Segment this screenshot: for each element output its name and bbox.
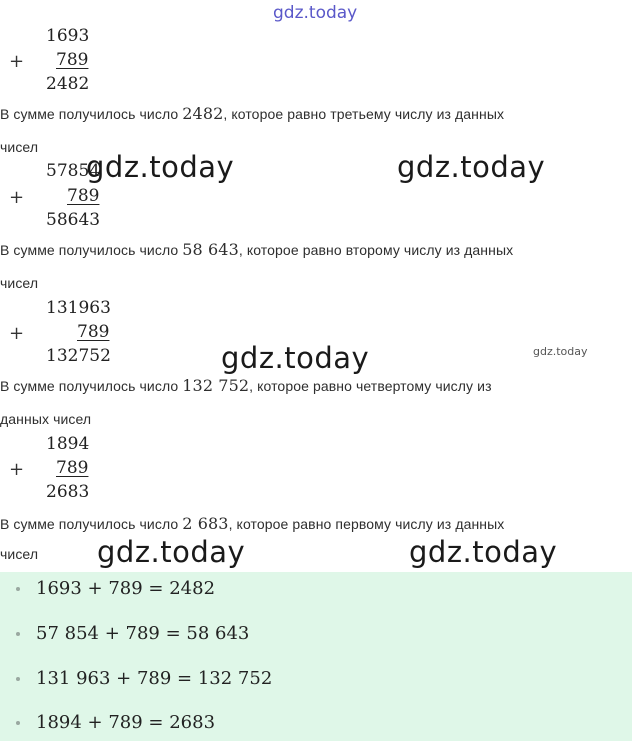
- bullet-icon: [16, 677, 20, 681]
- plus-sign: +: [9, 323, 25, 344]
- bullet-icon: [16, 632, 20, 636]
- watermark: gdz.today: [86, 150, 235, 184]
- bullet-icon: [16, 587, 20, 591]
- sum: 132752: [46, 346, 111, 366]
- watermark: gdz.today: [397, 150, 546, 184]
- bullet-icon: [16, 721, 20, 725]
- addend-2: 789: [67, 186, 100, 206]
- addend-1: 131963: [46, 298, 111, 318]
- explanation-line: В сумме получилось число 2 683, которое равно первому числу из данных: [0, 514, 505, 533]
- explanation-wrap: чисел: [0, 139, 39, 155]
- sum-value: 132 752: [182, 376, 250, 395]
- watermark: gdz.today: [409, 535, 558, 569]
- watermark-top: gdz.today: [273, 3, 358, 23]
- explanation-line: В сумме получилось число 2482, которое равно третьему числу из данных: [0, 104, 505, 123]
- sum: 58643: [46, 210, 101, 230]
- answer-panel: [0, 572, 632, 741]
- sum-value: 2482: [182, 104, 224, 123]
- addend-2: 789: [77, 322, 110, 342]
- answer-equation: 131 963 + 789 = 132 752: [36, 668, 273, 689]
- sum: 2482: [46, 74, 90, 94]
- sum-value: 58 643: [182, 240, 239, 259]
- explanation-line: В сумме получилось число 132 752, которое равно четвертому числу из: [0, 376, 492, 395]
- answer-equation: 1894 + 789 = 2683: [36, 712, 216, 733]
- addend-2: 789: [56, 458, 89, 478]
- explanation-line: В сумме получилось число 58 643, которое равно второму числу из данных: [0, 240, 514, 259]
- addend-1: 1693: [46, 26, 90, 46]
- plus-sign: +: [9, 459, 25, 480]
- explanation-wrap: чисел: [0, 275, 39, 291]
- watermark: gdz.today: [221, 341, 370, 375]
- explanation-wrap: данных чисел: [0, 411, 92, 427]
- sum-value: 2 683: [182, 514, 229, 533]
- answer-equation: 1693 + 789 = 2482: [36, 578, 216, 599]
- addend-1: 1894: [46, 434, 90, 454]
- sum: 2683: [46, 482, 90, 502]
- plus-sign: +: [9, 187, 25, 208]
- addend-2: 789: [56, 50, 89, 70]
- explanation-wrap: чисел: [0, 546, 39, 562]
- plus-sign: +: [9, 51, 25, 72]
- addend-1: 57854: [46, 161, 101, 181]
- watermark-small: gdz.today: [533, 345, 588, 358]
- answer-equation: 57 854 + 789 = 58 643: [36, 623, 250, 644]
- watermark: gdz.today: [97, 535, 246, 569]
